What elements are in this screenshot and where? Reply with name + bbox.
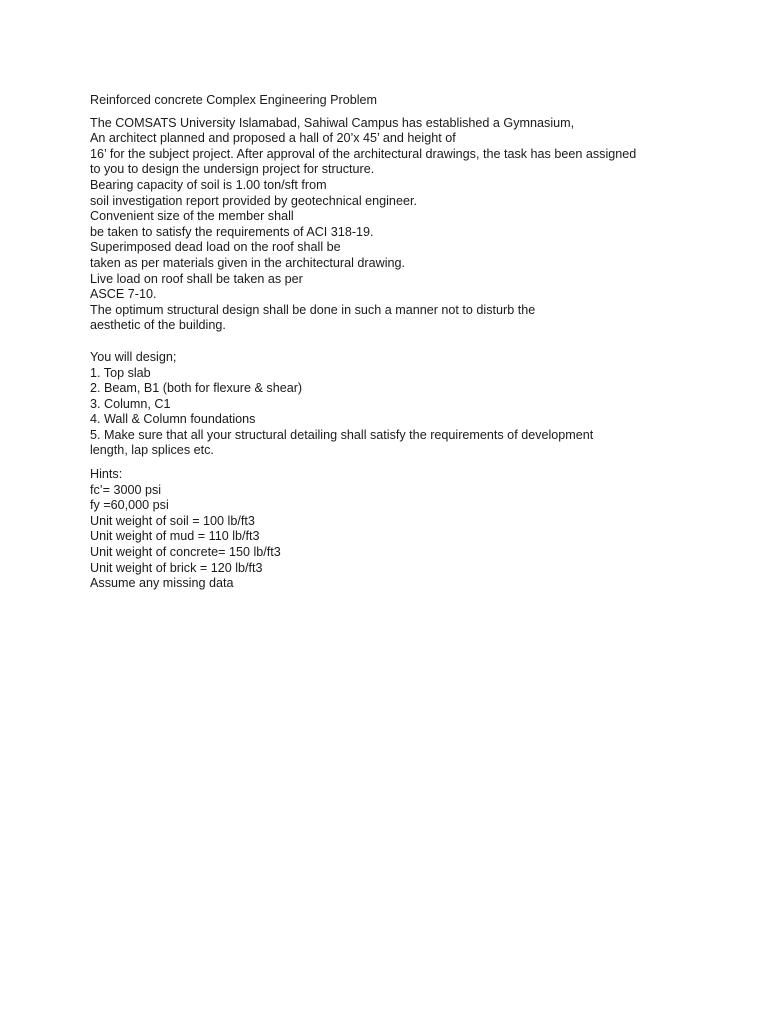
document-body xyxy=(90,93,730,592)
hint-item: Unit weight of mud = 110 lb/ft3 xyxy=(90,529,260,544)
hint-item: Unit weight of brick = 120 lb/ft3 xyxy=(90,560,263,575)
design-list-item: 5. Make sure that all your structural detailing shall satisfy the requirements of development xyxy=(90,427,594,442)
spacer xyxy=(90,334,730,350)
intro-line: to you to design the undersign project for structure. xyxy=(90,162,375,177)
intro-line: 16’ for the subject project. After approval of the architectural drawings, the task has been assigned xyxy=(90,146,637,161)
intro-line: soil investigation report provided by geotechnical engineer. xyxy=(90,193,417,208)
intro-line: Bearing capacity of soil is 1.00 ton/sft from xyxy=(90,177,327,192)
hint-item: Unit weight of concrete= 150 lb/ft3 xyxy=(90,545,281,560)
intro-paragraph xyxy=(90,116,730,334)
spacer xyxy=(90,459,730,467)
intro-line: aesthetic of the building. xyxy=(90,318,226,333)
design-list-item: 1. Top slab xyxy=(90,365,151,380)
design-list-item: length, lap splices etc. xyxy=(90,443,214,458)
intro-line: The optimum structural design shall be done in such a manner not to disturb the xyxy=(90,302,536,317)
hint-item: Assume any missing data xyxy=(90,576,234,591)
intro-line: taken as per materials given in the architectural drawing. xyxy=(90,255,406,270)
hint-item: Unit weight of soil = 100 lb/ft3 xyxy=(90,513,255,528)
hint-item: fc’= 3000 psi xyxy=(90,482,162,497)
hint-item: fy =60,000 psi xyxy=(90,498,169,513)
document-title: Reinforced concrete Complex Engineering Problem xyxy=(90,93,378,107)
hints-heading: Hints: xyxy=(90,467,123,482)
design-list-item: 2. Beam, B1 (both for flexure & shear) xyxy=(90,381,303,396)
intro-line: Superimposed dead load on the roof shall be xyxy=(90,240,341,255)
intro-line: be taken to satisfy the requirements of ACI 318-19. xyxy=(90,224,374,239)
intro-line: ASCE 7-10. xyxy=(90,287,157,302)
intro-line: Convenient size of the member shall xyxy=(90,209,294,224)
intro-line: The COMSATS University Islamabad, Sahiwal Campus has established a Gymnasium, xyxy=(90,115,575,130)
hints-section xyxy=(90,467,730,592)
intro-line: An architect planned and proposed a hall of 20’x 45’ and height of xyxy=(90,131,456,146)
intro-line: Live load on roof shall be taken as per xyxy=(90,271,303,286)
design-list-item: 4. Wall & Column foundations xyxy=(90,412,256,427)
design-list-item: 3. Column, C1 xyxy=(90,396,171,411)
design-heading: You will design; xyxy=(90,349,177,364)
design-section xyxy=(90,350,730,459)
